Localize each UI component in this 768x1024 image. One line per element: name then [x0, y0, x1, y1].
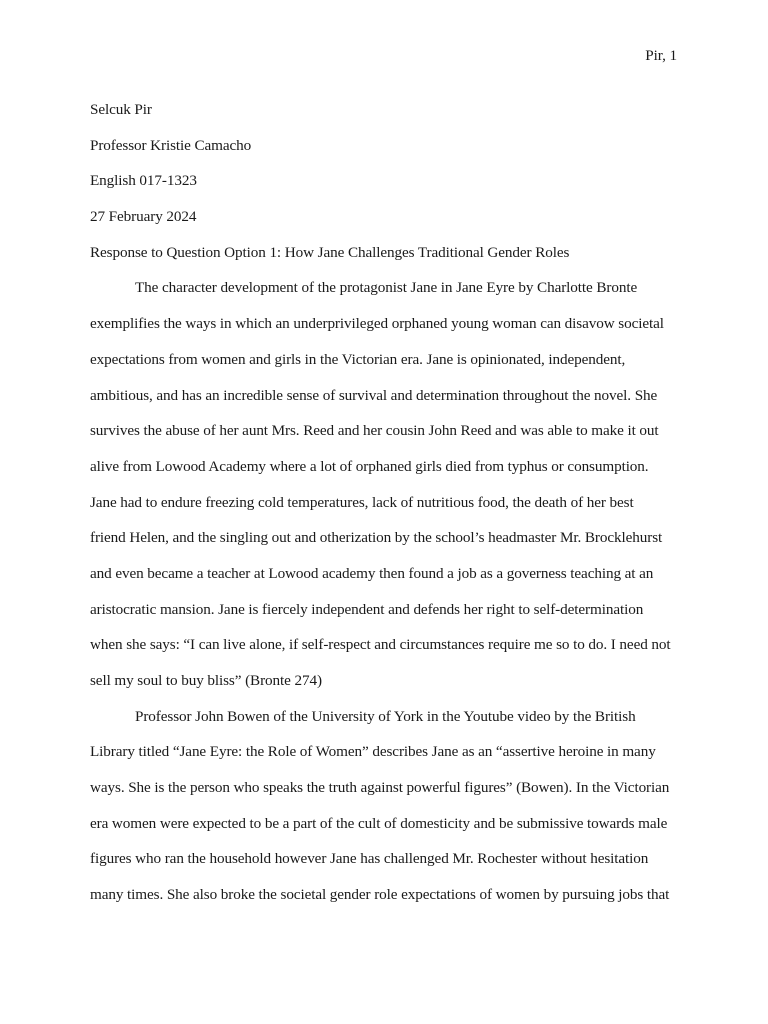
- paragraph-line: figures who ran the household however Jane has challenged Mr. Rochester without hesitation: [90, 850, 649, 868]
- paragraph-line: Professor John Bowen of the University of York in the Youtube video by the British: [135, 707, 636, 725]
- paragraph-line: era women were expected to be a part of the cult of domesticity and be submissive towards male: [90, 814, 668, 832]
- document-title: Response to Question Option 1: How Jane Challenges Traditional Gender Roles: [90, 243, 570, 261]
- document-date: 27 February 2024: [90, 208, 197, 226]
- course-number: English 017-1323: [90, 172, 197, 190]
- professor-name: Professor Kristie Camacho: [90, 136, 252, 154]
- paragraph-line: Library titled “Jane Eyre: the Role of Women” describes Jane as an “assertive heroine in many: [90, 743, 656, 761]
- document-body: [90, 92, 680, 913]
- paragraph-line: ambitious, and has an incredible sense of survival and determination throughout the novel. She: [90, 386, 658, 404]
- paragraph-line: alive from Lowood Academy where a lot of orphaned girls died from typhus or consumption.: [90, 457, 649, 475]
- paragraph-line: survives the abuse of her aunt Mrs. Reed and her cousin John Reed and was able to make it out: [90, 422, 659, 440]
- paragraph-line: expectations from women and girls in the Victorian era. Jane is opinionated, independent,: [90, 350, 626, 368]
- paragraph-line: and even became a teacher at Lowood academy then found a job as a governess teaching at an: [90, 564, 654, 582]
- paragraph-line: friend Helen, and the singling out and otherization by the school’s headmaster Mr. Brocklehurst: [90, 529, 663, 547]
- paragraph-2: [90, 699, 680, 913]
- paragraph-line: exemplifies the ways in which an underprivileged orphaned young woman can disavow societal: [90, 315, 664, 333]
- paragraph-line: sell my soul to buy bliss” (Bronte 274): [90, 672, 322, 689]
- paragraph-1: [90, 270, 680, 698]
- paragraph-line: many times. She also broke the societal gender role expectations of women by pursuing jobs that: [90, 886, 670, 904]
- running-head: Pir, 1: [645, 47, 677, 64]
- paragraph-line: aristocratic mansion. Jane is fiercely independent and defends her right to self-determination: [90, 600, 644, 618]
- author-name: Selcuk Pir: [90, 101, 152, 118]
- paragraph-line: Jane had to endure freezing cold temperatures, lack of nutritious food, the death of her best: [90, 493, 634, 511]
- paragraph-line: when she says: “I can live alone, if self-respect and circumstances require me so to do. I need not: [90, 636, 671, 654]
- paragraph-line: The character development of the protagonist Jane in Jane Eyre by Charlotte Bronte: [135, 279, 638, 297]
- paragraph-line: ways. She is the person who speaks the truth against powerful figures” (Bowen). In the Victorian: [90, 779, 670, 797]
